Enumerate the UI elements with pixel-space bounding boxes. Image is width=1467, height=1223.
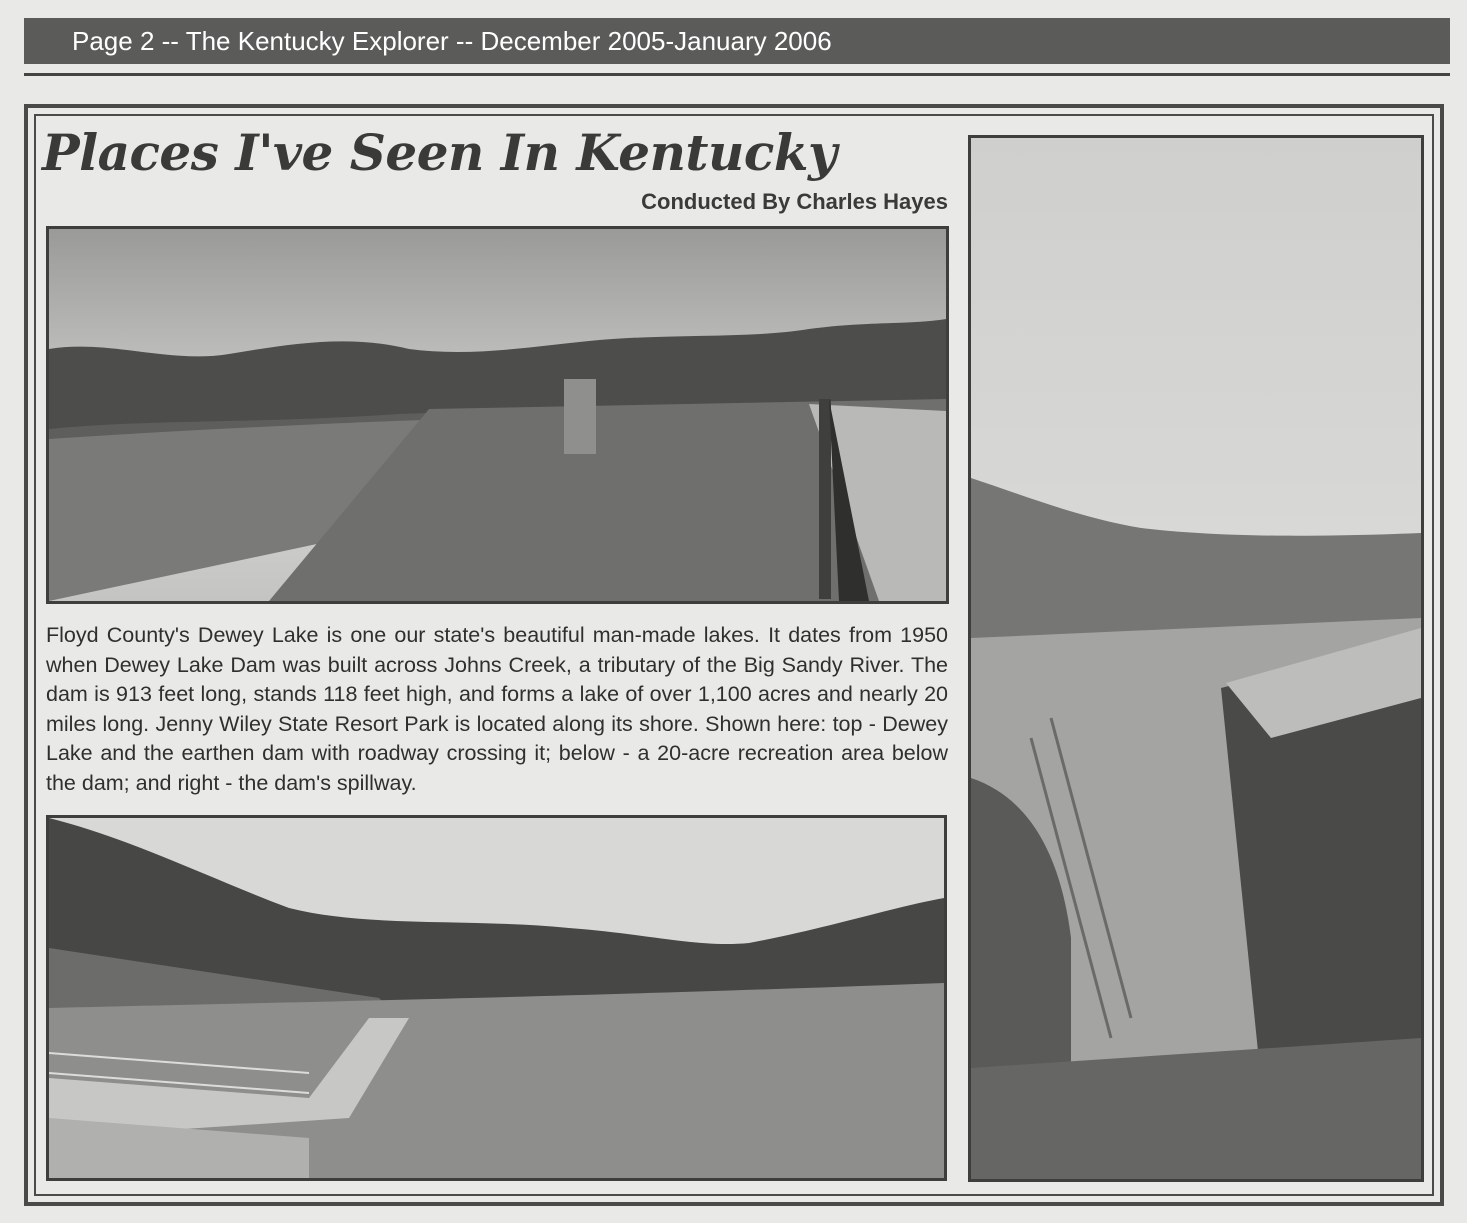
article-title: Places I've Seen In Kentucky	[42, 123, 837, 182]
page-header-text: Page 2 -- The Kentucky Explorer -- December 2005-January 2006	[72, 26, 832, 56]
article-body: Floyd County's Dewey Lake is one our state's beautiful man-made lakes. It dates from 1950 when Dewey Lake Dam was built across Johns Creek, a tributary of the Big Sandy River. The dam is 913 feet long, stands 118 feet high, and forms a lake of over 1,100 acres and nearly 20 miles long. Jenny Wiley State Resort Park is located along its shore. Shown here: top - Dewey Lake and the earthen dam with roadway crossing it; below - a 20-acre recreation area below the dam; and right - the dam's spillway.	[46, 623, 948, 795]
photo-recreation-area	[46, 815, 947, 1181]
header-divider	[24, 73, 1450, 76]
photo-dam-spillway	[968, 135, 1424, 1182]
article-byline: Conducted By Charles Hayes	[641, 189, 948, 214]
photo-dewey-lake-dam	[46, 226, 949, 604]
